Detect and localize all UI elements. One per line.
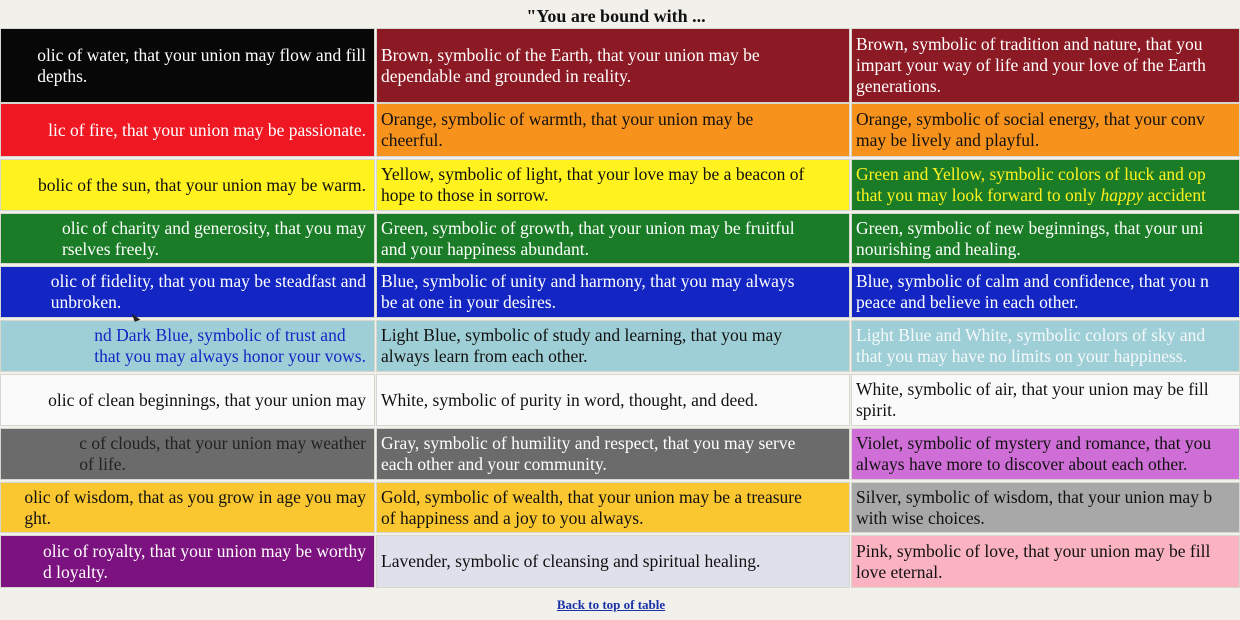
table-cell bbox=[851, 428, 1240, 480]
cell-text: Yellow, symbolic of light, that your love may be a beacon of hope to those in sorrow. bbox=[381, 164, 805, 205]
back-to-top-link[interactable]: Back to top of table bbox=[556, 597, 666, 612]
cell-text: Silver, symbolic of wisdom, that your union may b with wise choices. bbox=[856, 486, 1213, 528]
table-cell bbox=[376, 428, 850, 480]
cell-text: olic of wisdom, that as you grow in age you may ght. bbox=[24, 486, 366, 528]
cell-text: Green, symbolic of new beginnings, that your uni nourishing and healing. bbox=[856, 217, 1204, 259]
table-cell bbox=[376, 266, 850, 318]
cell-text-emphasis: happy bbox=[1100, 185, 1144, 205]
table-cell bbox=[0, 28, 375, 103]
table-cell bbox=[851, 103, 1240, 157]
cell-text: c of clouds, that your union may weather of life. bbox=[79, 433, 366, 474]
table-cell bbox=[851, 535, 1240, 588]
cell-text: Blue, symbolic of unity and harmony, that you may always be at one in your desires. bbox=[381, 271, 795, 312]
table-cell bbox=[0, 159, 375, 211]
cell-text: nd Dark Blue, symbolic of trust and that you may always honor your vows. bbox=[94, 325, 366, 366]
cell-text: Gold, symbolic of wealth, that your union may be a treasure of happiness and a joy to you always. bbox=[381, 486, 802, 528]
table-cell bbox=[376, 374, 850, 426]
cell-text: olic of water, that your union may flow and fill depths. bbox=[37, 44, 366, 86]
cell-text: lic of fire, that your union may be passionate. bbox=[48, 119, 366, 140]
table-cell bbox=[376, 159, 850, 211]
table-cell bbox=[0, 428, 375, 480]
cell-text: Orange, symbolic of social energy, that your conv may be lively and playful. bbox=[856, 109, 1205, 150]
cell-text: bolic of the sun, that your union may be warm. bbox=[37, 174, 366, 195]
cell-text: White, symbolic of air, that your union may be fill spirit. bbox=[856, 379, 1209, 420]
cell-text-after: accident bbox=[1143, 185, 1206, 205]
table-cell bbox=[851, 482, 1240, 533]
page-title: "You are bound with ... bbox=[526, 6, 706, 26]
cell-text: olic of fidelity, that you may be steadfast and unbroken. bbox=[50, 271, 366, 312]
cell-text: Violet, symbolic of mystery and romance, that you always have more to discover about each other. bbox=[856, 433, 1212, 474]
cell-text: Lavender, symbolic of cleansing and spiritual healing. bbox=[381, 551, 761, 571]
cell-text: Light Blue, symbolic of study and learning, that you may always learn from each other. bbox=[381, 325, 782, 366]
table-cell bbox=[0, 374, 375, 426]
cell-text: Brown, symbolic of the Earth, that your union may be dependable and grounded in reality. bbox=[381, 44, 760, 86]
table-cell bbox=[851, 213, 1240, 264]
cell-text: Pink, symbolic of love, that your union may be fill love eternal. bbox=[856, 540, 1211, 582]
table-cell bbox=[851, 374, 1240, 426]
cell-text: olic of clean beginnings, that your union may bbox=[48, 389, 366, 410]
table-cell bbox=[376, 535, 850, 588]
table-cell bbox=[376, 213, 850, 264]
cell-text: Orange, symbolic of warmth, that your union may be cheerful. bbox=[381, 109, 754, 150]
table-cell bbox=[376, 320, 850, 372]
table-cell bbox=[851, 320, 1240, 372]
table-cell bbox=[376, 28, 850, 103]
table-cell bbox=[376, 482, 850, 533]
table-cell bbox=[376, 103, 850, 157]
table-cell bbox=[0, 266, 375, 318]
cell-text: Light Blue and White, symbolic colors of sky and that you may have no limits on your happiness. bbox=[856, 325, 1206, 366]
table-cell bbox=[851, 28, 1240, 103]
cell-text: olic of royalty, that your union may be worthy d loyalty. bbox=[42, 540, 366, 582]
cell-text: Gray, symbolic of humility and respect, that you may serve each other and your community. bbox=[381, 433, 796, 474]
cell-text: Green and Yellow, symbolic colors of luck and op that you may look forward to only happy accident bbox=[856, 164, 1206, 205]
table-cell bbox=[0, 320, 375, 372]
cell-text: Green, symbolic of growth, that your union may be fruitful and your happiness abundant. bbox=[381, 217, 795, 259]
cell-text: olic of charity and generosity, that you may rselves freely. bbox=[61, 217, 366, 259]
cell-text: Brown, symbolic of tradition and nature, that you impart your way of life and your love of the Earth generations. bbox=[856, 34, 1206, 96]
cell-text: White, symbolic of purity in word, thought, and deed. bbox=[381, 389, 759, 410]
color-symbolism-table bbox=[0, 28, 1240, 590]
table-cell bbox=[0, 213, 375, 264]
table-cell bbox=[0, 535, 375, 588]
cell-text: Blue, symbolic of calm and confidence, that you n peace and believe in each other. bbox=[856, 271, 1209, 312]
table-cell bbox=[0, 482, 375, 533]
table-cell bbox=[851, 266, 1240, 318]
table-cell bbox=[851, 159, 1240, 211]
table-cell bbox=[0, 103, 375, 157]
